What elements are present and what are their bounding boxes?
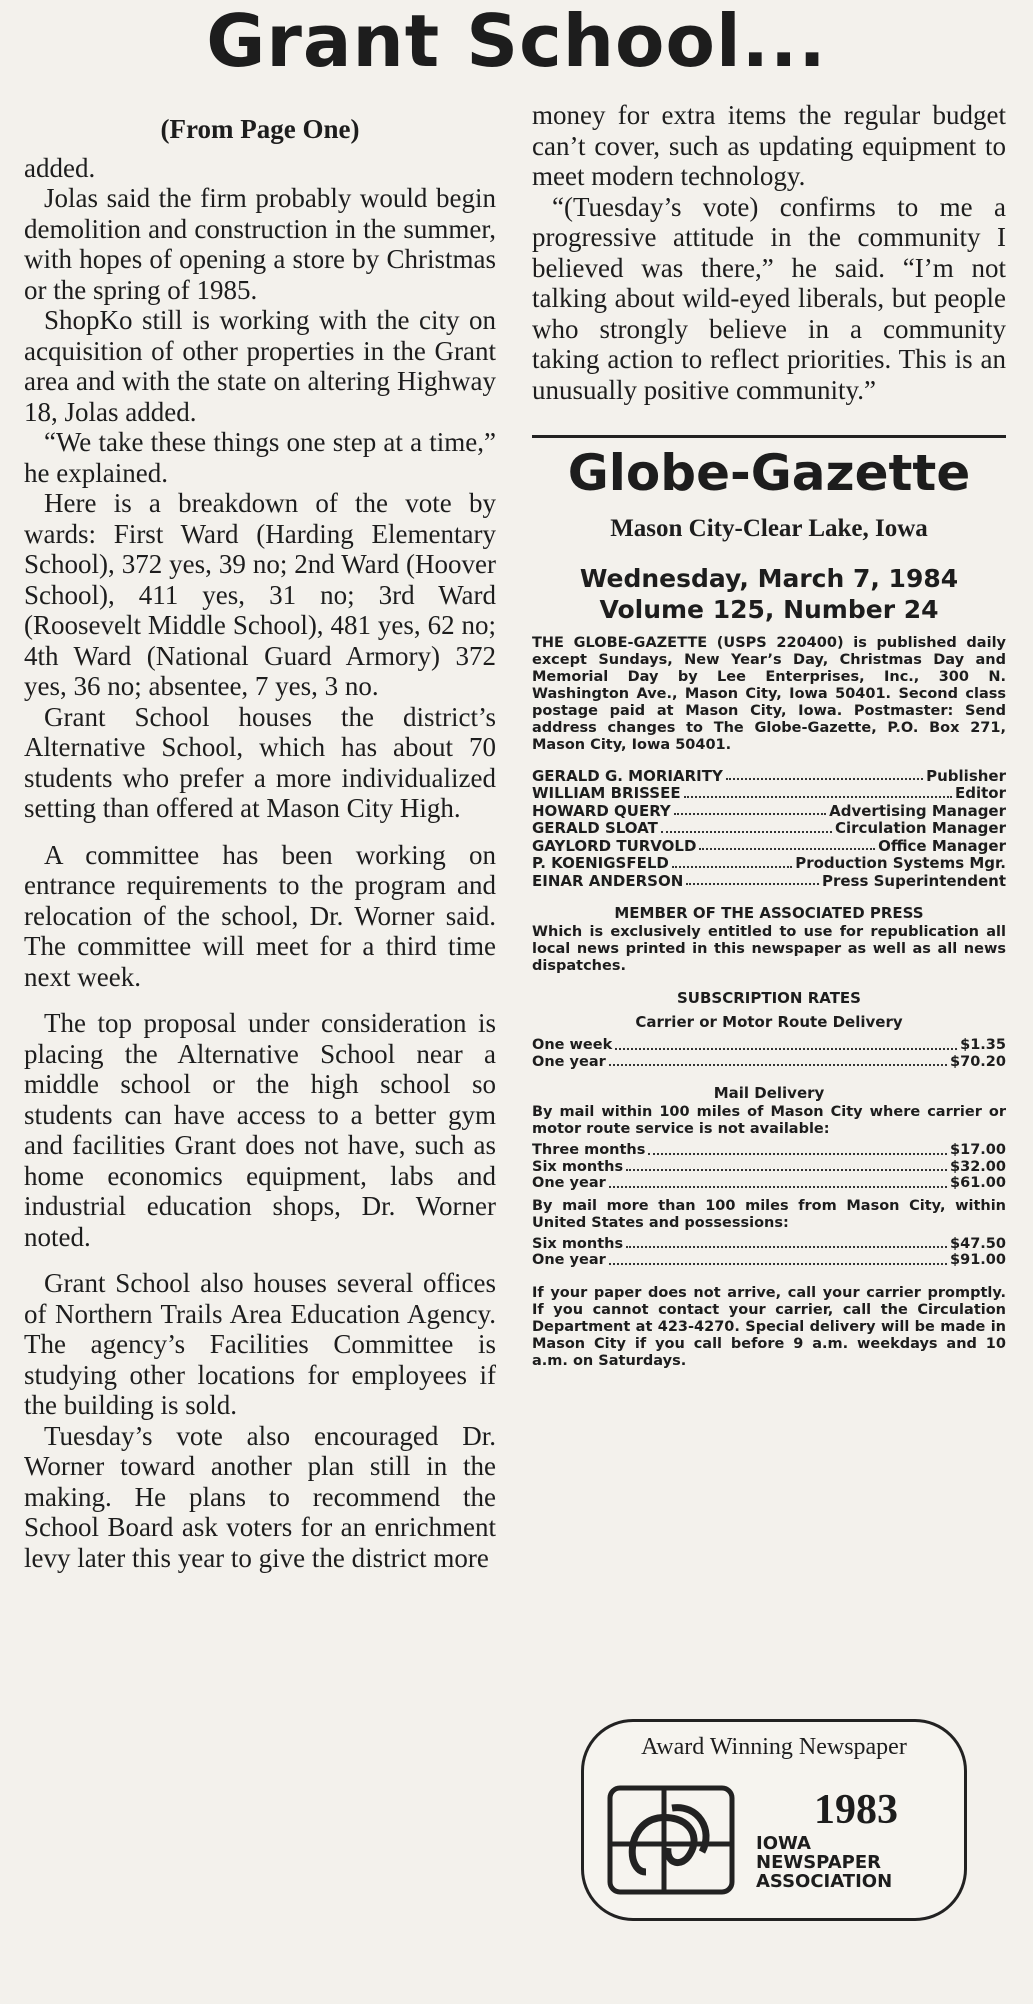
rate-row xyxy=(532,1142,1006,1159)
rate-row xyxy=(532,1236,1006,1253)
award-title: Award Winning Newspaper xyxy=(641,1734,907,1760)
staff-row xyxy=(532,820,1006,838)
article-paragraph: Jolas said the firm probably would begin demolition and construction in the summer, with hopes of opening a store by Christmas or the spring of 1985. xyxy=(24,183,496,305)
masthead-volume: Volume 125, Number 24 xyxy=(599,594,939,624)
staff-name: GERALD SLOAT xyxy=(532,819,658,837)
rate-row xyxy=(532,1037,1006,1054)
masthead-place: Mason City-Clear Lake, Iowa xyxy=(610,515,928,542)
staff-role: Publisher xyxy=(926,766,1006,785)
rate-price: $91.00 xyxy=(950,1252,1006,1268)
article-paragraph: “We take these things one step at a time,” he explained. xyxy=(24,427,496,488)
mail-heading: Mail Delivery xyxy=(713,1084,825,1102)
rate-price: $1.35 xyxy=(960,1037,1006,1053)
headline: Grant School... xyxy=(206,0,827,83)
staff-name: HOWARD QUERY xyxy=(532,801,671,820)
rate-term: Six months xyxy=(532,1158,624,1175)
masthead-rule xyxy=(532,435,1006,438)
rate-price: $70.20 xyxy=(950,1053,1006,1070)
article-paragraph: ShopKo still is working with the city on acquisition of other properties in the Grant area and with the state on altering Highway 18, Jolas added. xyxy=(24,305,496,427)
rate-price: $61.00 xyxy=(950,1175,1006,1191)
award-year: 1983 xyxy=(814,1787,898,1833)
staff-name: EINAR ANDERSON xyxy=(532,871,684,890)
rate-term: One year xyxy=(532,1252,606,1268)
article-paragraph: Tuesday’s vote also encouraged Dr. Worner toward another plan still in the making. He plans to recommend the School Board ask voters for an enrichment levy later this year to give the district more xyxy=(24,1420,496,1573)
rate-price: $32.00 xyxy=(950,1158,1006,1175)
rate-price: $17.00 xyxy=(950,1142,1006,1158)
staff-row xyxy=(532,768,1006,786)
staff-row xyxy=(532,785,1006,803)
ap-heading: MEMBER OF THE ASSOCIATED PRESS xyxy=(614,904,924,922)
staff-role: Advertising Manager xyxy=(829,801,1006,820)
right-column xyxy=(532,100,1006,1370)
award-organization: IOWA NEWSPAPER ASSOCIATION xyxy=(756,1833,893,1892)
staff-role: Office Manager xyxy=(878,836,1006,855)
staff-role: Production Systems Mgr. xyxy=(795,854,1006,872)
rate-term: One year xyxy=(532,1053,606,1070)
staff-role: Circulation Manager xyxy=(834,819,1006,837)
mail-within-text: By mail within 100 miles of Mason City where carrier or motor route service is not available: xyxy=(532,1104,1006,1137)
article-paragraph: The top proposal under consideration is placing the Alternative School near a middle school or the high school so students can have access to a better gym and facilities Grant does not have, such as home economics equipment, labs and industrial education shops, Dr. Worner noted. xyxy=(24,1008,496,1252)
publication-notice: THE GLOBE-GAZETTE (USPS 220400) is published daily except Sundays, New Year’s Day, Christmas Day and Memorial Day by Lee Enterprises, Inc., 300 N. Washington Ave., Mason City, Iowa 50401. Second class postage paid at Mason City, Iowa. Postmaster: Send address changes to The Globe-Gazette, P.O. Box 271, Mason City, Iowa 50401. xyxy=(532,634,1006,753)
staff-name: P. KOENIGSFELD xyxy=(532,854,669,872)
rates-heading: SUBSCRIPTION RATES xyxy=(677,989,861,1007)
rate-term: Three months xyxy=(532,1142,646,1158)
rate-term: One year xyxy=(532,1175,606,1191)
rate-row xyxy=(532,1054,1006,1071)
from-page-one: (From Page One) xyxy=(160,114,360,144)
staff-list xyxy=(532,768,1006,891)
rate-row xyxy=(532,1159,1006,1176)
article-paragraph: A committee has been working on entrance requirements to the program and relocation of the school, Dr. Worner said. The committee will meet for a third time next week. xyxy=(24,839,496,992)
staff-row xyxy=(532,855,1006,873)
staff-row xyxy=(532,803,1006,821)
staff-role: Press Superintendent xyxy=(821,871,1006,890)
staff-name: WILLIAM BRISSEE xyxy=(532,784,681,802)
staff-row xyxy=(532,838,1006,856)
mail-beyond-text: By mail more than 100 miles from Mason City, within United States and possessions: xyxy=(532,1197,1006,1231)
rate-price: $47.50 xyxy=(950,1235,1006,1252)
newspaper-association-logo-icon xyxy=(606,1784,736,1896)
masthead-title: Globe-Gazette xyxy=(567,444,971,502)
staff-row xyxy=(532,873,1006,891)
staff-name: GERALD G. MORIARITY xyxy=(532,766,723,785)
carrier-rates xyxy=(532,1037,1006,1070)
rate-term: One week xyxy=(532,1037,613,1053)
rate-row xyxy=(532,1252,1006,1269)
article-paragraph: Grant School houses the district’s Alternative School, which has about 70 students who prefer a more individualized setting than offered at Mason City High. xyxy=(24,701,496,823)
mail-within-rates xyxy=(532,1142,1006,1192)
rate-term: Six months xyxy=(532,1235,624,1252)
delivery-note: If your paper does not arrive, call your carrier promptly. If you cannot contact your carrier, call the Circulation Department at 423-4270. Special delivery will be made in Mason City if you call before 9 a.m. weekdays and 10 a.m. on Saturdays. xyxy=(532,1284,1006,1369)
article-paragraph: Here is a breakdown of the vote by wards: First Ward (Harding Elementary School), 372 yes, 39 no; 2nd Ward (Hoover School), 411 yes, 31 no; 3rd Ward (Roosevelt Middle School), 481 yes, 62 no; 4th Ward (National Guard Armory) 372 yes, 36 no; absentee, 7 yes, 3 no. xyxy=(24,488,496,701)
masthead-date: Wednesday, March 7, 1984 xyxy=(579,563,959,593)
mail-beyond-rates xyxy=(532,1236,1006,1269)
rate-row xyxy=(532,1175,1006,1192)
article-paragraph: Grant School also houses several offices of Northern Trails Area Education Agency. The agency’s Facilities Committee is studying other locations for employees if the building is sold. xyxy=(24,1268,496,1420)
staff-role: Editor xyxy=(955,784,1006,802)
article-paragraph: added. xyxy=(24,152,96,183)
carrier-heading: Carrier or Motor Route Delivery xyxy=(635,1013,903,1031)
staff-name: GAYLORD TURVOLD xyxy=(532,836,697,855)
article-paragraph: “(Tuesday’s vote) confirms to me a progressive attitude in the community I believed was there,” he said. “I’m not talking about wild-eyed liberals, but people who strongly believe in a community taking action to reflect priorities. This is an unusually positive community.” xyxy=(532,191,1006,405)
award-badge xyxy=(581,1719,967,1921)
ap-text: Which is exclusively entitled to use for republication all local news printed in this newspaper as well as all news dispatches. xyxy=(532,924,1006,974)
article-paragraph: money for extra items the regular budget can’t cover, such as updating equipment to meet modern technology. xyxy=(532,100,1006,191)
left-column xyxy=(24,112,496,1573)
